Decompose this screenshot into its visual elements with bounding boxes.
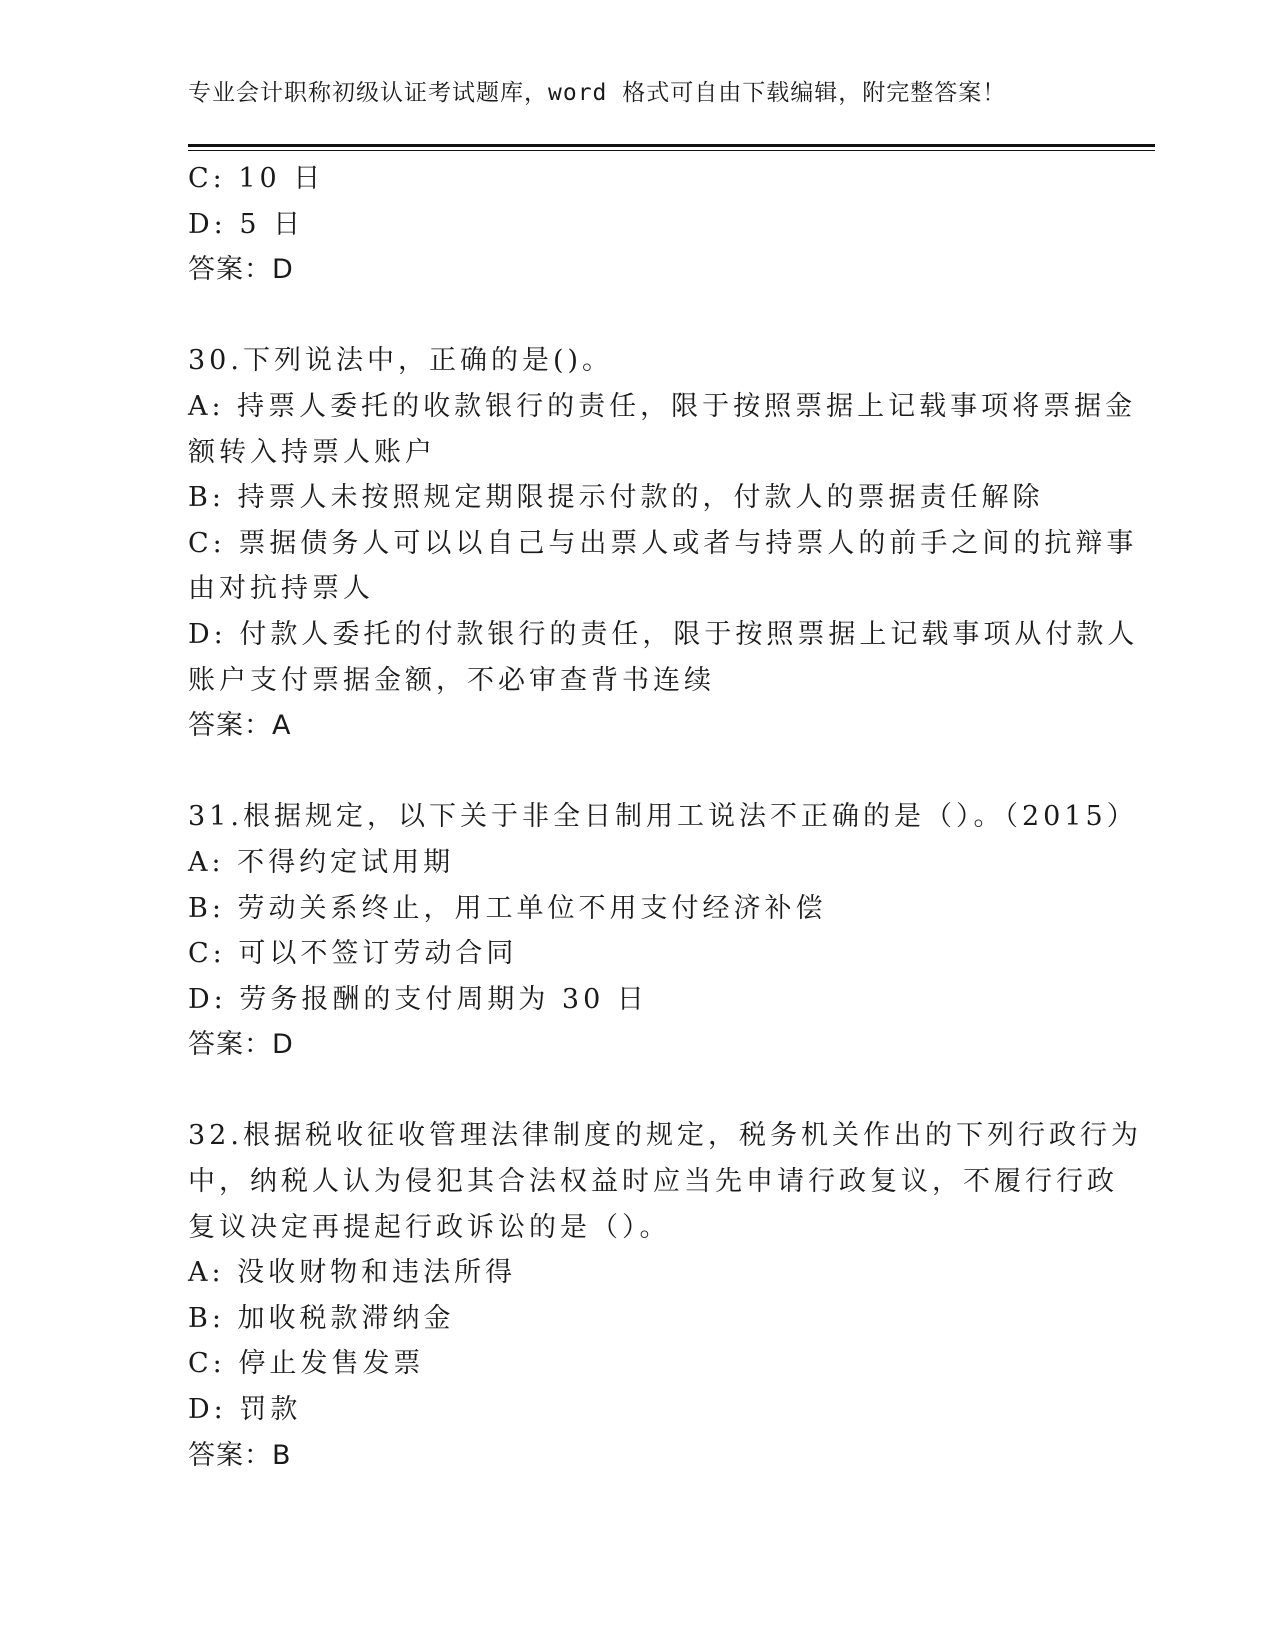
answer-line: 答案：D: [188, 1029, 294, 1061]
question-line: 额转入持票人账户: [188, 436, 436, 468]
question-block-32: [188, 1113, 1142, 1478]
header-rule-thin: [188, 150, 1155, 151]
answer-line: 答案：A: [188, 710, 292, 742]
page-header: 专业会计职称初级认证考试题库，word 格式可自由下载编辑，附完整答案！: [188, 80, 1007, 106]
question-line: 中，纳税人认为侵犯其合法权益时应当先申请行政复议，不履行行政: [188, 1166, 1118, 1198]
question-line: 由对抗持票人: [188, 573, 374, 605]
question-line: D: 付款人委托的付款银行的责任，限于按照票据上记载事项从付款人: [188, 618, 1139, 650]
question-line: B: 劳动关系终止，用工单位不用支付经济补偿: [188, 892, 827, 924]
question-block-31: [188, 794, 1138, 1068]
question-line: A: 不得约定试用期: [188, 846, 455, 878]
question-line: 31.根据规定，以下关于非全日制用工说法不正确的是（）。（2015）: [188, 801, 1138, 833]
spacer: [188, 749, 1088, 795]
question-line: 复议决定再提起行政诉讼的是（）。: [188, 1211, 671, 1243]
question-line: A: 持票人委托的收款银行的责任，限于按照票据上记载事项将票据金: [188, 390, 1137, 422]
question-line: 30.下列说法中，正确的是()。: [188, 345, 614, 377]
question-line: D: 罚款: [188, 1394, 302, 1426]
question-block-30: [188, 338, 1139, 748]
spacer: [188, 293, 1088, 339]
question-line: C: 票据债务人可以以自己与出票人或者与持票人的前手之间的抗辩事: [188, 527, 1138, 559]
question-line: B: 持票人未按照规定期限提示付款的，付款人的票据责任解除: [188, 482, 1044, 514]
prev-question-block: [188, 156, 1088, 293]
question-line: C: 停止发售发票: [188, 1348, 425, 1380]
spacer: [188, 1068, 1088, 1114]
answer-line: 答案：B: [188, 1439, 292, 1471]
question-line: 32.根据税收征收管理法律制度的规定，税务机关作出的下列行政行为: [188, 1120, 1142, 1152]
option-line: C: 10 日: [188, 163, 325, 194]
question-content: [188, 156, 1142, 1478]
question-line: D: 劳务报酬的支付周期为 30 日: [188, 983, 648, 1015]
header-rule-thick: [188, 144, 1155, 147]
answer-line: 答案：D: [188, 254, 294, 286]
question-line: B: 加收税款滞纳金: [188, 1302, 455, 1334]
option-line: D: 5 日: [188, 208, 305, 240]
question-line: 账户支付票据金额，不必审查背书连续: [188, 664, 715, 696]
question-line: C: 可以不签订劳动合同: [188, 938, 518, 970]
question-line: A: 没收财物和违法所得: [188, 1257, 517, 1289]
